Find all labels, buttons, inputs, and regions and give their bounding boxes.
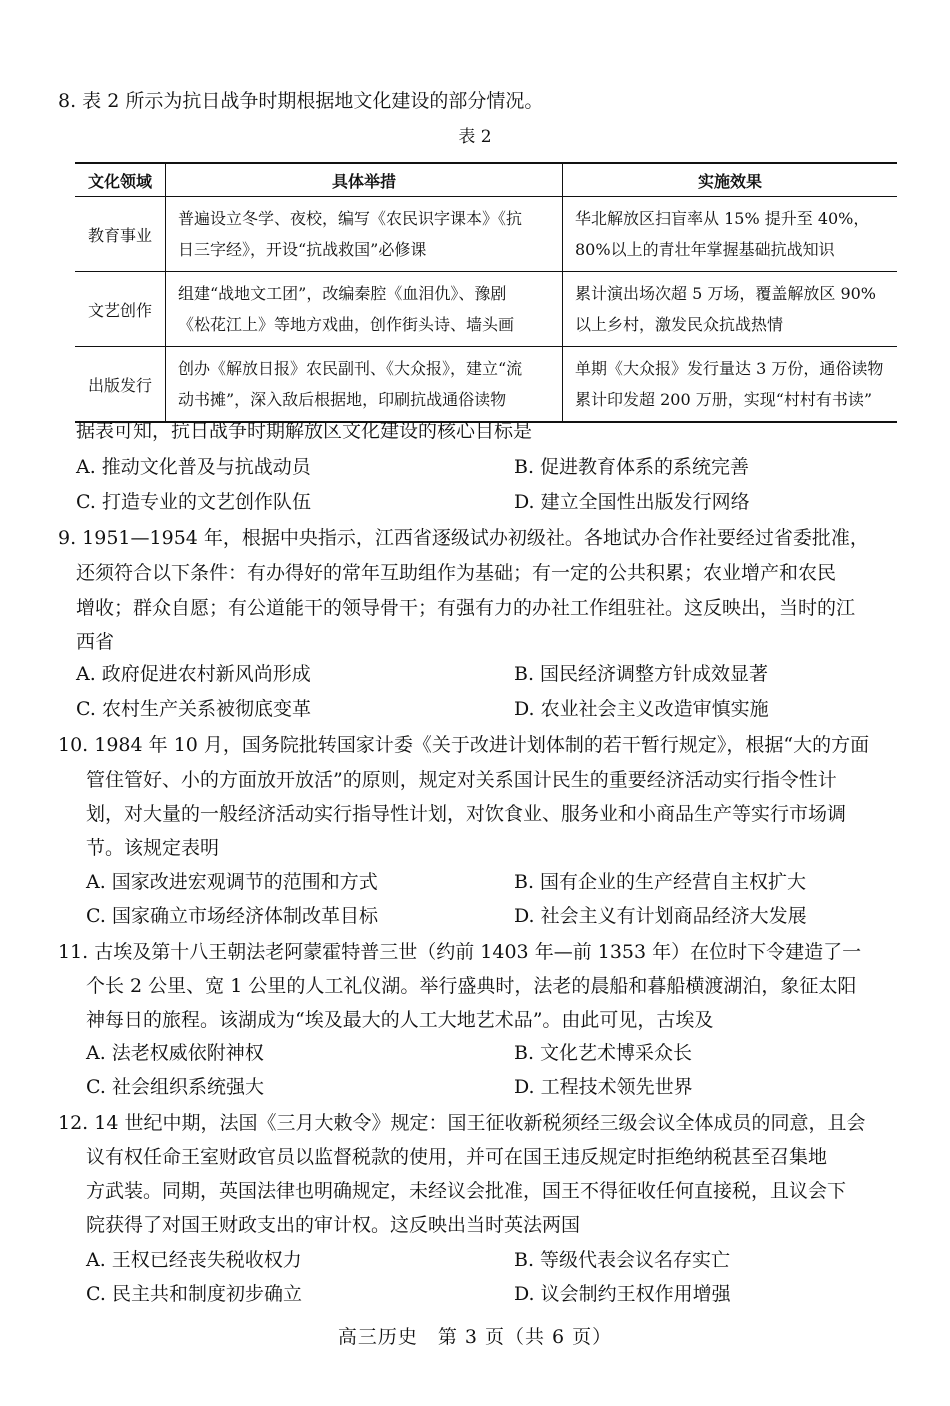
- q9-line: 9. 1951—1954 年，根据中央指示，江西省逐级试办初级社。各地试办合作社要经过省委批准，: [58, 527, 869, 549]
- table-row: [75, 272, 897, 347]
- q12-option-d[interactable]: D. 议会制约王权作用增强: [514, 1283, 731, 1305]
- cell-line: 单期《大众报》发行量达 3 万份，通俗读物: [575, 359, 884, 378]
- cell-line: 日三字经》，开设“抗战救国”必修课: [178, 240, 427, 259]
- row-measure: [166, 347, 563, 423]
- q10-option-c[interactable]: C. 国家确立市场经济体制改革目标: [86, 905, 378, 927]
- q11-line: 11. 古埃及第十八王朝法老阿蒙霍特普三世（约前 1403 年—前 1353 年）在位时下令建造了一: [58, 941, 862, 963]
- q11-option-d[interactable]: D. 工程技术领先世界: [514, 1076, 693, 1098]
- row-field: 文艺创作: [75, 272, 166, 347]
- q10-line: 划，对大量的一般经济活动实行指导性计划，对饮食业、服务业和小商品生产等实行市场调: [86, 803, 847, 825]
- q12-line: 议有权任命王室财政官员以监督税款的使用，并可在国王违反规定时拒绝纳税甚至召集地: [86, 1146, 828, 1168]
- cell-line: 普遍设立冬学、夜校，编写《农民识字课本》《抗: [178, 209, 523, 228]
- cell-line: 创办《解放日报》农民副刊、《大众报》，建立“流: [178, 359, 523, 378]
- cell-line: 华北解放区扫盲率从 15% 提升至 40%，: [575, 209, 870, 228]
- q12-line: 12. 14 世纪中期，法国《三月大敕令》规定：国王征收新税须经三级会议全体成员的同意，且会: [58, 1112, 866, 1134]
- cell-line: 80%以上的青壮年掌握基础抗战知识: [575, 240, 835, 259]
- q9-line: 西省: [76, 631, 115, 653]
- q8-option-b[interactable]: B. 促进教育体系的系统完善: [514, 456, 750, 478]
- q9-line: 还须符合以下条件：有办得好的常年互助组作为基础；有一定的公共积累；农业增产和农民: [76, 562, 837, 584]
- q12-line: 院获得了对国王财政支出的审计权。这反映出当时英法两国: [86, 1214, 581, 1236]
- q9-option-b[interactable]: B. 国民经济调整方针成效显著: [514, 663, 769, 685]
- q10-option-d[interactable]: D. 社会主义有计划商品经济大发展: [514, 905, 807, 927]
- row-field: 出版发行: [75, 347, 166, 423]
- q8-stem: 8. 表 2 所示为抗日战争时期根据地文化建设的部分情况。: [58, 90, 544, 112]
- table-row: [75, 197, 897, 272]
- row-effect: [563, 347, 898, 423]
- q9-option-d[interactable]: D. 农业社会主义改造审慎实施: [514, 698, 769, 720]
- q10-option-a[interactable]: A. 国家改进宏观调节的范围和方式: [86, 871, 378, 893]
- header-field: 文化领域: [75, 163, 166, 197]
- cell-line: 《松花江上》等地方戏曲，创作街头诗、墙头画: [178, 315, 515, 334]
- q9-option-a[interactable]: A. 政府促进农村新风尚形成: [76, 663, 311, 685]
- row-field: 教育事业: [75, 197, 166, 272]
- q12-option-a[interactable]: A. 王权已经丧失税收权力: [86, 1249, 302, 1271]
- culture-table: [75, 162, 897, 423]
- q11-option-a[interactable]: A. 法老权威依附神权: [86, 1042, 264, 1064]
- q10-line: 节。该规定表明: [86, 837, 220, 859]
- q11-line: 个长 2 公里、宽 1 公里的人工礼仪湖。举行盛典时，法老的晨船和暮船横渡湖泊，象征太阳: [86, 975, 857, 997]
- cell-line: 累计演出场次超 5 万场，覆盖解放区 90%: [575, 284, 877, 303]
- q10-line: 10. 1984 年 10 月，国务院批转国家计委《关于改进计划体制的若干暂行规定》，根据“大的方面: [58, 734, 870, 756]
- q8-question: 据表可知，抗日战争时期解放区文化建设的核心目标是: [76, 420, 533, 442]
- cell-line: 累计印发超 200 万册，实现“村村有书读”: [575, 390, 873, 409]
- q11-line: 神每日的旅程。该湖成为“埃及最大的人工大地艺术品”。由此可见，古埃及: [86, 1009, 714, 1031]
- row-measure: [166, 272, 563, 347]
- table-row: [75, 347, 897, 423]
- table-header-row: [75, 163, 897, 197]
- q12-line: 方武装。同期，英国法律也明确规定，未经议会批准，国王不得征收任何直接税，且议会下: [86, 1180, 847, 1202]
- cell-line: 动书摊”，深入敌后根据地，印刷抗战通俗读物: [178, 390, 507, 409]
- row-effect: [563, 197, 898, 272]
- row-effect: [563, 272, 898, 347]
- page-footer: 高三历史 第 3 页（共 6 页）: [337, 1326, 613, 1348]
- cell-line: 组建“战地文工团”，改编秦腔《血泪仇》、豫剧: [178, 284, 507, 303]
- q8-option-c[interactable]: C. 打造专业的文艺创作队伍: [76, 491, 311, 513]
- header-effect: 实施效果: [563, 163, 898, 197]
- q10-line: 管住管好、小的方面放开放活”的原则，规定对关系国计民生的重要经济活动实行指令性计: [86, 769, 837, 791]
- cell-line: 以上乡村，激发民众抗战热情: [575, 315, 784, 334]
- q9-line: 增收；群众自愿；有公道能干的领导骨干；有强有力的办社工作组驻社。这反映出，当时的江: [76, 597, 856, 619]
- table-caption: 表 2: [458, 127, 492, 147]
- q12-option-b[interactable]: B. 等级代表会议名存实亡: [514, 1249, 731, 1271]
- q11-option-b[interactable]: B. 文化艺术博采众长: [514, 1042, 693, 1064]
- q9-option-c[interactable]: C. 农村生产关系被彻底变革: [76, 698, 311, 720]
- row-measure: [166, 197, 563, 272]
- q12-option-c[interactable]: C. 民主共和制度初步确立: [86, 1283, 302, 1305]
- q8-option-a[interactable]: A. 推动文化普及与抗战动员: [76, 456, 311, 478]
- q11-option-c[interactable]: C. 社会组织系统强大: [86, 1076, 264, 1098]
- header-measure: 具体举措: [166, 163, 563, 197]
- q10-option-b[interactable]: B. 国有企业的生产经营自主权扩大: [514, 871, 807, 893]
- q8-option-d[interactable]: D. 建立全国性出版发行网络: [514, 491, 750, 513]
